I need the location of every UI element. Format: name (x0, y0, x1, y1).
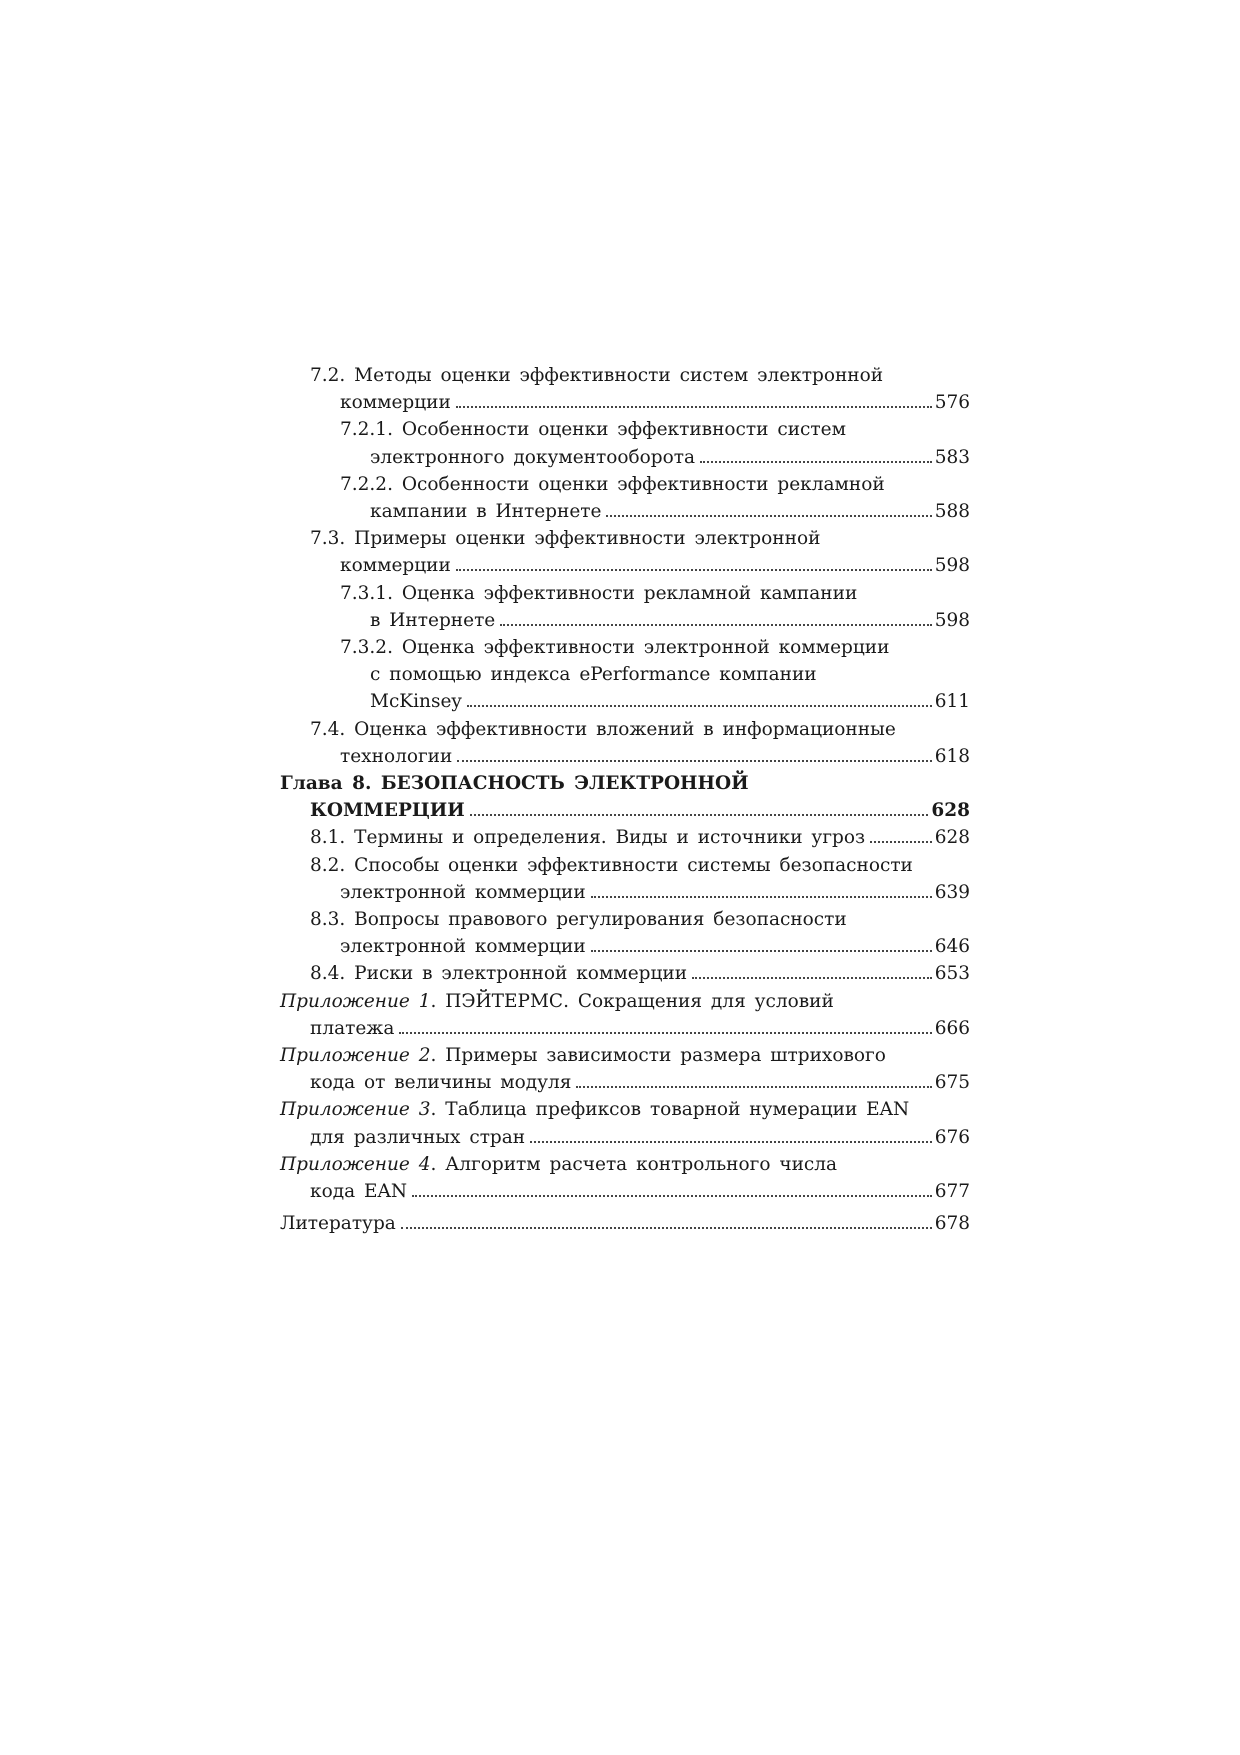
toc-entry (280, 1210, 970, 1237)
toc-entry (280, 770, 970, 824)
toc-entry-title: электронного документооборота (370, 446, 696, 468)
dot-leader (412, 1195, 932, 1197)
toc-entry-title (280, 1099, 909, 1120)
page-number: 611 (934, 691, 970, 713)
toc-entry-line (340, 471, 970, 498)
page-number: 677 (934, 1181, 970, 1203)
page-number: 628 (931, 800, 970, 822)
toc-entry-title: 7.3.1. Оценка эффективности рекламной кампании (340, 582, 858, 604)
page-number: 639 (934, 881, 970, 903)
page-number: 618 (934, 745, 970, 767)
dot-leader (692, 977, 932, 979)
toc-entry-last-line (310, 743, 970, 770)
toc-entry-last-line (310, 960, 970, 987)
toc-entry-title: Глава 8. БЕЗОПАСНОСТЬ ЭЛЕКТРОННОЙ (280, 773, 749, 795)
toc-entry-text: . Примеры зависимости размера штрихового (430, 1045, 886, 1067)
toc-entry (280, 1042, 970, 1096)
page-number: 588 (934, 501, 970, 523)
toc-entry-line (310, 362, 970, 389)
dot-leader (401, 1227, 932, 1229)
toc-entry-line (310, 525, 970, 552)
toc-entry-line (280, 1096, 970, 1123)
page-number: 583 (934, 446, 970, 468)
toc-entry-title: в Интернете (370, 609, 496, 631)
toc-entry-line (340, 416, 970, 443)
page-number: 598 (934, 609, 970, 631)
page-number: 675 (934, 1072, 970, 1094)
toc-entry (280, 525, 970, 579)
toc-entry-title: кампании в Интернете (370, 501, 602, 523)
toc-entry-title (280, 991, 834, 1012)
toc-entry-last-line (280, 797, 970, 824)
toc-entry-title: коммерции (340, 392, 451, 414)
toc-entry-line (340, 634, 970, 661)
toc-entry-title: электронной коммерции (340, 936, 586, 958)
toc-entry-last-line (280, 1210, 970, 1237)
page-number: 628 (934, 827, 970, 849)
toc-entry-last-line (340, 498, 970, 525)
toc-entry (280, 1096, 970, 1150)
toc-entry (280, 1151, 970, 1205)
toc-entry-title: 8.3. Вопросы правового регулирования безопасности (310, 909, 847, 931)
page-number: 646 (934, 936, 970, 958)
appendix-prefix: Приложение 2 (280, 1045, 431, 1067)
toc-entry-title (280, 1045, 886, 1066)
toc-entry-title: КОММЕРЦИИ (310, 800, 465, 822)
page-number: 676 (934, 1126, 970, 1148)
dot-leader (870, 841, 932, 843)
toc-entry-line (310, 716, 970, 743)
dot-leader (591, 896, 932, 898)
toc-entry-text: . Алгоритм расчета контрольного числа (430, 1153, 838, 1175)
page-number: 598 (934, 555, 970, 577)
toc-entry-title: 7.3. Примеры оценки эффективности электронной (310, 528, 821, 550)
page-number: 576 (934, 392, 970, 414)
toc-entry-line (280, 1151, 970, 1178)
toc-entry-title: 7.2.2. Особенности оценки эффективности рекламной (340, 473, 885, 495)
toc-entry-text: . ПЭЙТЕРМС. Сокращения для условий (430, 990, 834, 1012)
toc-entry-title (280, 1154, 837, 1175)
appendix-prefix: Приложение 3 (280, 1099, 431, 1121)
table-of-contents (280, 362, 970, 1238)
toc-entry-line (340, 661, 970, 688)
toc-entry-line (280, 1042, 970, 1069)
toc-entry-last-line (310, 824, 970, 851)
toc-entry-last-line (340, 607, 970, 634)
toc-entry-text: . Таблица префиксов товарной нумерации EAN (430, 1099, 910, 1121)
toc-entry-last-line (310, 879, 970, 906)
dot-leader (530, 1141, 932, 1143)
toc-entry (280, 906, 970, 960)
toc-entry-title: McKinsey (370, 691, 462, 713)
toc-entry-last-line (310, 552, 970, 579)
toc-entry-last-line (280, 1124, 970, 1151)
toc-entry-title: 8.1. Термины и определения. Виды и источники угроз (310, 827, 866, 849)
toc-entry (280, 988, 970, 1042)
toc-entry-title: 7.2.1. Особенности оценки эффективности систем (340, 419, 846, 441)
toc-entry-line (340, 580, 970, 607)
toc-entry-title: 7.2. Методы оценки эффективности систем электронной (310, 365, 884, 386)
toc-entry (280, 716, 970, 770)
toc-entry (280, 416, 970, 470)
dot-leader (456, 569, 932, 571)
dot-leader (456, 406, 932, 408)
toc-entry-title: Литература (280, 1213, 396, 1235)
toc-entry-title: с помощью индекса ePerformance компании (370, 664, 817, 686)
appendix-prefix: Приложение 4 (280, 1153, 431, 1175)
toc-entry-title: кода EAN (310, 1181, 408, 1203)
toc-entry-last-line (310, 933, 970, 960)
toc-entry-last-line (340, 688, 970, 715)
dot-leader (457, 760, 931, 762)
dot-leader (399, 1032, 931, 1034)
toc-entry (280, 362, 970, 416)
toc-entry-title: кода от величины модуля (310, 1072, 572, 1094)
toc-entry (280, 960, 970, 987)
toc-entry-line (310, 852, 970, 879)
toc-entry (280, 824, 970, 851)
toc-entry-title: 7.3.2. Оценка эффективности электронной коммерции (340, 637, 890, 659)
toc-entry-title: для различных стран (310, 1126, 526, 1148)
toc-entry-line (280, 770, 970, 797)
toc-entry-title: технологии (340, 745, 453, 767)
toc-entry-title: 8.4. Риски в электронной коммерции (310, 963, 688, 985)
toc-entry-last-line (310, 389, 970, 416)
appendix-prefix: Приложение 1 (280, 990, 431, 1012)
toc-entry (280, 634, 970, 716)
dot-leader (700, 461, 932, 463)
page-number: 653 (934, 963, 970, 985)
dot-leader (500, 624, 931, 626)
toc-entry (280, 580, 970, 634)
toc-entry-last-line (280, 1069, 970, 1096)
dot-leader (606, 515, 931, 517)
toc-entry-title: электронной коммерции (340, 881, 586, 903)
toc-entry-title: 8.2. Способы оценки эффективности системы безопасности (310, 854, 913, 876)
dot-leader (470, 814, 929, 816)
toc-entry-line (280, 988, 970, 1015)
toc-entry-title: платежа (310, 1017, 395, 1039)
toc-entry (280, 471, 970, 525)
toc-entry-last-line (280, 1178, 970, 1205)
toc-entry-line (310, 906, 970, 933)
toc-entry-title: коммерции (340, 555, 451, 577)
page-number: 666 (934, 1017, 970, 1039)
page-number: 678 (934, 1213, 970, 1235)
toc-entry (280, 852, 970, 906)
dot-leader (467, 705, 932, 707)
dot-leader (576, 1086, 931, 1088)
dot-leader (591, 950, 932, 952)
toc-entry-last-line (340, 444, 970, 471)
toc-entry-last-line (280, 1015, 970, 1042)
toc-entry-title: 7.4. Оценка эффективности вложений в информационные (310, 718, 896, 740)
